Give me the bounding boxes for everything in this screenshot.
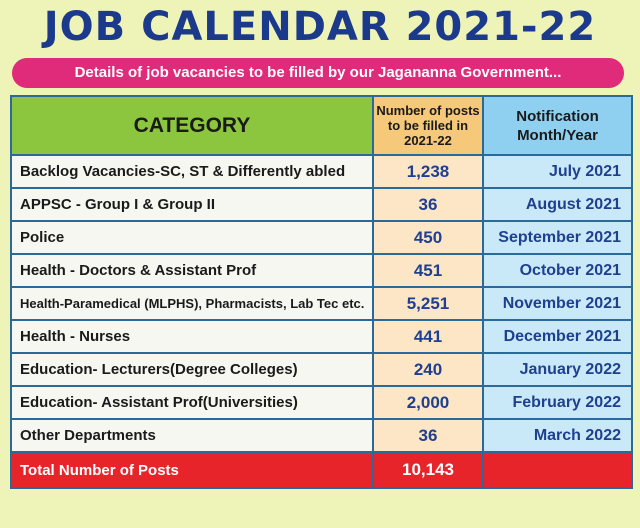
category-cell: Education- Assistant Prof(Universities) — [11, 386, 373, 419]
header-category-label: CATEGORY — [133, 113, 251, 137]
notification-cell: September 2021 — [483, 221, 632, 254]
table-row — [11, 386, 632, 419]
posts-cell: 5,251 — [373, 287, 483, 320]
subtitle-banner: Details of job vacancies to be filled by our Jagananna Government... — [12, 58, 624, 88]
header-category — [11, 96, 373, 155]
posts-cell: 36 — [373, 419, 483, 452]
notification-cell: November 2021 — [483, 287, 632, 320]
posts-cell: 36 — [373, 188, 483, 221]
header-notification-line: Notification — [516, 107, 599, 125]
header-posts-line: to be filled in — [387, 118, 469, 133]
header-notification-line: Month/Year — [517, 126, 598, 144]
notification-cell: December 2021 — [483, 320, 632, 353]
table-row — [11, 188, 632, 221]
header-posts-line: 2021-22 — [404, 133, 452, 148]
notification-cell: July 2021 — [483, 155, 632, 188]
table-row — [11, 221, 632, 254]
posts-cell: 451 — [373, 254, 483, 287]
table-row — [11, 320, 632, 353]
total-row — [11, 452, 632, 488]
notification-cell: March 2022 — [483, 419, 632, 452]
posts-cell: 1,238 — [373, 155, 483, 188]
total-label: Total Number of Posts — [11, 452, 373, 488]
posts-cell: 450 — [373, 221, 483, 254]
table-row — [11, 419, 632, 452]
total-posts: 10,143 — [373, 452, 483, 488]
category-cell: Education- Lecturers(Degree Colleges) — [11, 353, 373, 386]
page-title: JOB CALENDAR 2021-22 — [43, 4, 597, 50]
category-cell: Health-Paramedical (MLPHS), Pharmacists, Lab Tec etc. — [11, 287, 373, 320]
table-row — [11, 254, 632, 287]
category-cell: Police — [11, 221, 373, 254]
table-row — [11, 287, 632, 320]
total-notification — [483, 452, 632, 488]
category-cell: Health - Doctors & Assistant Prof — [11, 254, 373, 287]
notification-cell: February 2022 — [483, 386, 632, 419]
job-calendar-table — [10, 95, 633, 489]
category-cell: Backlog Vacancies-SC, ST & Differently abled — [11, 155, 373, 188]
header-notification — [483, 96, 632, 155]
posts-cell: 2,000 — [373, 386, 483, 419]
notification-cell: August 2021 — [483, 188, 632, 221]
notification-cell: January 2022 — [483, 353, 632, 386]
posts-cell: 240 — [373, 353, 483, 386]
category-cell: Health - Nurses — [11, 320, 373, 353]
header-posts — [373, 96, 483, 155]
posts-cell: 441 — [373, 320, 483, 353]
category-cell: APPSC - Group I & Group II — [11, 188, 373, 221]
table-header-row — [11, 96, 632, 155]
table-row — [11, 353, 632, 386]
header-posts-line: Number of posts — [376, 103, 480, 118]
notification-cell: October 2021 — [483, 254, 632, 287]
category-cell: Other Departments — [11, 419, 373, 452]
table-row — [11, 155, 632, 188]
